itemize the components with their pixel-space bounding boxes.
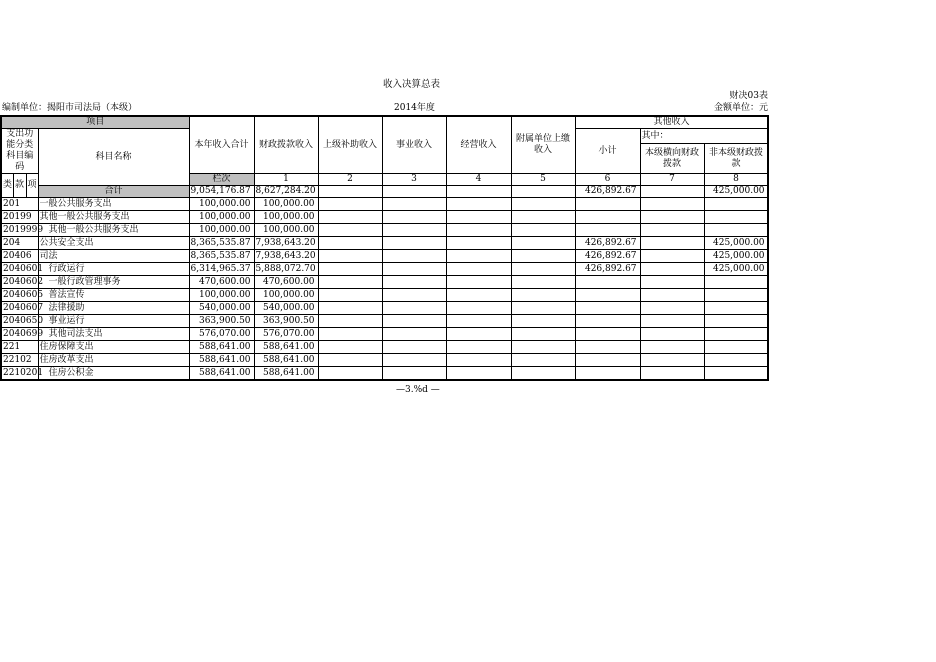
amount-cell — [575, 328, 640, 341]
amount-cell — [575, 224, 640, 237]
subject-name: 事业运行 — [38, 315, 189, 328]
amount-cell: 100,000.00 — [189, 198, 254, 211]
amount-cell — [511, 289, 575, 302]
amount-cell — [704, 328, 768, 341]
amount-cell: 588,641.00 — [189, 354, 254, 367]
total-row — [1, 186, 768, 198]
amount-cell: 425,000.00 — [704, 237, 768, 250]
subject-code: 2040699 — [3, 328, 44, 339]
project-header: 项目 — [1, 116, 189, 129]
income-summary-table — [0, 115, 769, 381]
col-number: 2 — [318, 174, 382, 186]
table-row — [1, 237, 768, 250]
amount-cell — [318, 250, 382, 263]
amount-cell: 5,888,072.70 — [254, 263, 318, 276]
amount-cell: 576,070.00 — [254, 328, 318, 341]
table-row — [1, 354, 768, 367]
amount-cell: 426,892.67 — [575, 237, 640, 250]
total-value — [640, 186, 704, 198]
amount-cell — [318, 198, 382, 211]
fiscal-allocation-header: 财政拨款收入 — [254, 116, 318, 174]
amount-cell: 8,365,535.87 — [189, 237, 254, 250]
subject-code: 2040605 — [3, 289, 44, 300]
amount-cell — [511, 237, 575, 250]
amount-cell — [511, 302, 575, 315]
col-number: 4 — [446, 174, 511, 186]
amount-cell: 7,938,643.20 — [254, 237, 318, 250]
table-row — [1, 289, 768, 302]
amount-cell — [318, 237, 382, 250]
operating-income-header: 经营收入 — [446, 116, 511, 174]
subject-name-header: 科目名称 — [38, 129, 189, 186]
subject-code: 22102 — [1, 354, 38, 367]
amount-cell — [446, 354, 511, 367]
subject-code: 20406 — [1, 250, 38, 263]
amount-cell — [382, 315, 446, 328]
amount-cell — [318, 211, 382, 224]
amount-cell: 100,000.00 — [254, 224, 318, 237]
amount-cell — [511, 315, 575, 328]
total-value: 8,627,284.20 — [254, 186, 318, 198]
amount-cell — [318, 367, 382, 381]
amount-cell — [446, 341, 511, 354]
subject-name: 一般行政管理事务 — [38, 276, 189, 289]
amount-cell — [318, 328, 382, 341]
of-which-header: 其中： — [640, 129, 768, 144]
amount-cell: 588,641.00 — [189, 341, 254, 354]
amount-cell — [382, 198, 446, 211]
amount-cell — [575, 302, 640, 315]
amount-cell — [446, 328, 511, 341]
table-row — [1, 198, 768, 211]
col-number: 8 — [704, 174, 768, 186]
col-number: 3 — [382, 174, 446, 186]
other-income-header: 其他收入 — [575, 116, 768, 129]
amount-cell — [446, 276, 511, 289]
superior-subsidy-header: 上级补助收入 — [318, 116, 382, 174]
amount-cell — [446, 211, 511, 224]
amount-cell — [575, 367, 640, 381]
amount-cell — [318, 341, 382, 354]
amount-cell — [704, 198, 768, 211]
amount-cell — [575, 211, 640, 224]
total-income-header: 本年收入合计 — [189, 116, 254, 174]
amount-cell — [382, 276, 446, 289]
amount-cell — [704, 224, 768, 237]
amount-cell — [704, 354, 768, 367]
col-number: 6 — [575, 174, 640, 186]
amount-cell: 470,600.00 — [254, 276, 318, 289]
amount-cell — [382, 263, 446, 276]
amount-cell — [640, 276, 704, 289]
amount-cell — [318, 315, 382, 328]
amount-cell — [575, 289, 640, 302]
non-level-fiscal-header: 非本级财政拨款 — [704, 144, 768, 174]
page-footer: —3.%d — — [396, 385, 440, 395]
amount-cell — [640, 289, 704, 302]
amount-cell: 100,000.00 — [189, 289, 254, 302]
amount-cell — [382, 302, 446, 315]
xiang-header: 项 — [26, 174, 38, 198]
subject-name: 普法宣传 — [38, 289, 189, 302]
subtotal-header: 小计 — [575, 129, 640, 174]
amount-cell — [640, 367, 704, 381]
amount-cell — [446, 367, 511, 381]
affiliate-income-header: 附属单位上缴收入 — [511, 116, 575, 174]
amount-cell — [704, 367, 768, 381]
amount-unit-label: 金额单位：元 — [713, 103, 768, 113]
amount-cell — [382, 367, 446, 381]
amount-cell — [446, 224, 511, 237]
table-row — [1, 315, 768, 328]
horizontal-fiscal-header: 本级横向财政拨款 — [640, 144, 704, 174]
amount-cell — [704, 315, 768, 328]
amount-cell — [446, 198, 511, 211]
subject-name: 行政运行 — [38, 263, 189, 276]
total-label: 合计 — [38, 186, 189, 198]
amount-cell — [511, 328, 575, 341]
total-value — [446, 186, 511, 198]
total-value — [382, 186, 446, 198]
total-value: 426,892.67 — [575, 186, 640, 198]
amount-cell — [511, 367, 575, 381]
amount-cell — [640, 198, 704, 211]
table-row — [1, 341, 768, 354]
subject-code: 204 — [1, 237, 38, 250]
subject-code: 2210201 — [1, 367, 38, 381]
report-year: 2014年度 — [394, 103, 435, 113]
amount-cell — [575, 198, 640, 211]
amount-cell — [640, 354, 704, 367]
table-row — [1, 211, 768, 224]
amount-cell — [511, 263, 575, 276]
amount-cell — [511, 354, 575, 367]
amount-cell — [575, 315, 640, 328]
amount-cell: 576,070.00 — [189, 328, 254, 341]
amount-cell: 588,641.00 — [254, 354, 318, 367]
total-value — [318, 186, 382, 198]
amount-cell — [446, 263, 511, 276]
subject-name: 住房公积金 — [38, 367, 189, 381]
col-number: 7 — [640, 174, 704, 186]
amount-cell: 363,900.50 — [189, 315, 254, 328]
amount-cell: 425,000.00 — [704, 263, 768, 276]
amount-cell — [640, 263, 704, 276]
amount-cell — [640, 315, 704, 328]
amount-cell — [511, 250, 575, 263]
amount-cell — [382, 224, 446, 237]
amount-cell — [382, 354, 446, 367]
amount-cell — [318, 354, 382, 367]
amount-cell — [511, 224, 575, 237]
amount-cell: 588,641.00 — [189, 367, 254, 381]
subject-code: 2019999 — [3, 224, 44, 235]
amount-cell — [382, 289, 446, 302]
amount-cell — [511, 276, 575, 289]
amount-cell — [640, 328, 704, 341]
amount-cell — [704, 289, 768, 302]
amount-cell — [640, 224, 704, 237]
column-seq-header: 栏次 — [189, 174, 254, 186]
subject-code: 2040601 — [3, 263, 44, 274]
total-value — [511, 186, 575, 198]
amount-cell: 6,314,965.37 — [189, 263, 254, 276]
amount-cell — [382, 341, 446, 354]
col-number: 5 — [511, 174, 575, 186]
amount-cell — [640, 237, 704, 250]
amount-cell — [640, 211, 704, 224]
amount-cell — [640, 250, 704, 263]
subject-code: 20199 — [1, 211, 38, 224]
amount-cell — [575, 354, 640, 367]
amount-cell — [318, 276, 382, 289]
amount-cell: 540,000.00 — [189, 302, 254, 315]
amount-cell — [318, 263, 382, 276]
table-row — [1, 302, 768, 315]
subject-name: 住房保障支出 — [38, 341, 189, 354]
amount-cell — [575, 276, 640, 289]
amount-cell — [446, 250, 511, 263]
amount-cell: 426,892.67 — [575, 263, 640, 276]
amount-cell — [704, 341, 768, 354]
subject-name: 司法 — [38, 250, 189, 263]
business-income-header: 事业收入 — [382, 116, 446, 174]
amount-cell — [511, 341, 575, 354]
col-number: 1 — [254, 174, 318, 186]
amount-cell — [640, 341, 704, 354]
total-value: 425,000.00 — [704, 186, 768, 198]
subject-code: 221 — [1, 341, 38, 354]
amount-cell: 470,600.00 — [189, 276, 254, 289]
amount-cell: 425,000.00 — [704, 250, 768, 263]
total-value: 9,054,176.87 — [189, 186, 254, 198]
amount-cell: 588,641.00 — [254, 367, 318, 381]
kuan-header: 款 — [13, 174, 26, 198]
amount-cell — [382, 328, 446, 341]
amount-cell — [446, 289, 511, 302]
amount-cell — [640, 302, 704, 315]
amount-cell — [382, 237, 446, 250]
table-row — [1, 250, 768, 263]
subject-name: 法律援助 — [38, 302, 189, 315]
amount-cell — [704, 211, 768, 224]
amount-cell: 426,892.67 — [575, 250, 640, 263]
subject-code: 201 — [1, 198, 38, 211]
amount-cell: 363,900.50 — [254, 315, 318, 328]
table-row — [1, 276, 768, 289]
amount-cell — [446, 237, 511, 250]
table-row — [1, 224, 768, 237]
subject-name: 其他一般公共服务支出 — [38, 224, 189, 237]
amount-cell — [318, 224, 382, 237]
amount-cell: 8,365,535.87 — [189, 250, 254, 263]
amount-cell: 588,641.00 — [254, 341, 318, 354]
amount-cell: 540,000.00 — [254, 302, 318, 315]
amount-cell — [382, 250, 446, 263]
amount-cell: 7,938,643.20 — [254, 250, 318, 263]
func-class-header: 支出功能分类科目编码 — [1, 129, 38, 174]
form-number: 财决03表 — [729, 91, 768, 101]
subject-name: 其他司法支出 — [38, 328, 189, 341]
subject-name: 其他一般公共服务支出 — [38, 211, 189, 224]
amount-cell — [704, 302, 768, 315]
lei-header: 类 — [1, 174, 13, 198]
amount-cell — [704, 276, 768, 289]
subject-name: 一般公共服务支出 — [38, 198, 189, 211]
amount-cell — [318, 289, 382, 302]
amount-cell — [511, 198, 575, 211]
amount-cell: 100,000.00 — [254, 289, 318, 302]
subject-name: 住房改革支出 — [38, 354, 189, 367]
table-row — [1, 328, 768, 341]
amount-cell: 100,000.00 — [254, 198, 318, 211]
amount-cell — [511, 211, 575, 224]
table-row — [1, 367, 768, 381]
amount-cell: 100,000.00 — [189, 224, 254, 237]
amount-cell — [446, 302, 511, 315]
report-title: 收入决算总表 — [383, 79, 441, 90]
amount-cell — [575, 341, 640, 354]
amount-cell — [382, 211, 446, 224]
amount-cell: 100,000.00 — [254, 211, 318, 224]
amount-cell: 100,000.00 — [189, 211, 254, 224]
subject-name: 公共安全支出 — [38, 237, 189, 250]
header-row-1 — [1, 116, 768, 129]
subject-code: 2040602 — [3, 276, 44, 287]
subject-code: 2040607 — [3, 302, 44, 313]
amount-cell — [446, 315, 511, 328]
amount-cell — [318, 302, 382, 315]
subject-code: 2040650 — [3, 315, 44, 326]
organization-label: 编制单位：揭阳市司法局（本级） — [2, 103, 138, 113]
table-row — [1, 263, 768, 276]
